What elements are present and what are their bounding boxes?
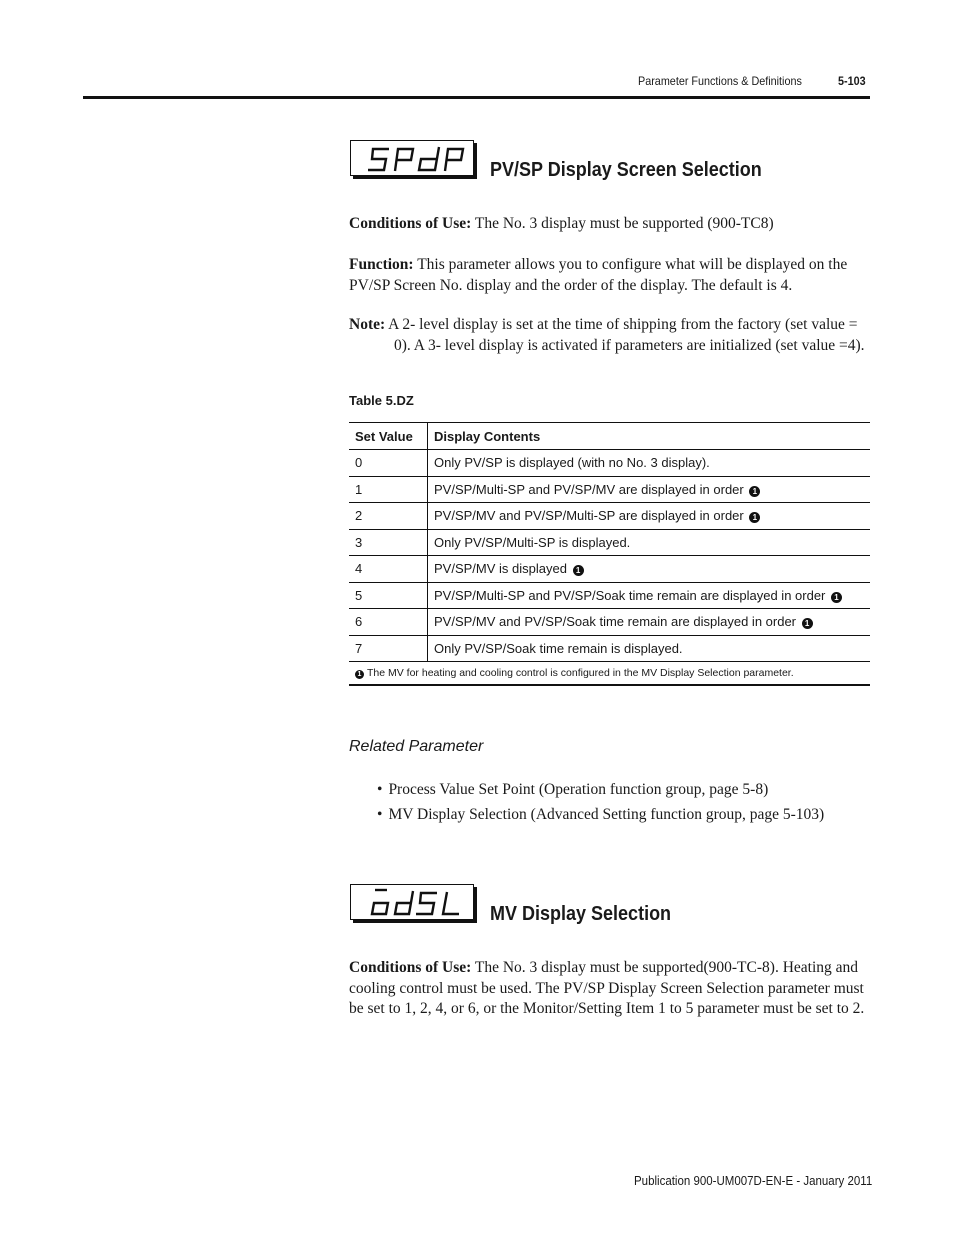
footnote-marker-icon: 1 [831,592,842,603]
set-value-cell: 5 [349,582,428,609]
conditions-paragraph-mv [349,958,871,1020]
function-text: This parameter allows you to configure what will be displayed on the PV/SP Screen No. display and the order of the display. The default is 4. [349,256,848,294]
display-contents-cell [428,609,871,636]
display-contents-text: Only PV/SP/Soak time remain is displayed. [434,640,683,656]
function-paragraph [349,255,871,296]
footnote-marker-icon: 1 [749,486,760,497]
lcd-display-spdp [350,140,474,176]
conditions-text: The No. 3 display must be supported (900-TC8) [471,215,774,232]
display-contents-cell [428,635,871,662]
list-item: • MV Display Selection (Advanced Setting function group, page 5-103) [377,805,824,830]
display-contents-text: PV/SP/MV and PV/SP/Multi-SP are displayed in order [434,508,744,524]
set-value-cell: 1 [349,476,428,503]
table-row [349,503,870,530]
display-contents-cell [428,503,871,530]
set-value-cell: 2 [349,503,428,530]
display-contents-text: Only PV/SP is displayed (with no No. 3 display). [434,455,710,471]
function-label: Function: [349,256,414,273]
running-header-title: Parameter Functions & Definitions [638,74,802,88]
table-row [349,450,870,477]
set-value-cell: 4 [349,556,428,583]
list-item: • Process Value Set Point (Operation function group, page 5-8) [377,780,824,805]
section-title-mv: MV Display Selection [490,903,672,925]
set-value-cell: 6 [349,609,428,636]
related-parameter-heading: Related Parameter [349,738,484,755]
footnote-marker-icon: 1 [355,670,364,679]
publication-footer: Publication 900-UM007D-EN-E - January 2011 [634,1174,873,1188]
display-contents-text: PV/SP/Multi-SP and PV/SP/Soak time remain are displayed in order [434,587,826,603]
display-contents-text: PV/SP/Multi-SP and PV/SP/MV are displayed in order [434,481,744,497]
footnote-marker-icon: 1 [573,565,584,576]
display-contents-cell [428,450,871,477]
set-value-cell: 7 [349,635,428,662]
table-row [349,635,870,662]
footnote-marker-icon: 1 [749,512,760,523]
display-contents-text: PV/SP/MV and PV/SP/Soak time remain are displayed in order [434,614,797,630]
display-contents-cell [428,556,871,583]
table-footnote [349,662,870,686]
display-contents-cell [428,582,871,609]
display-contents-table [349,422,870,686]
table-footnote-row [349,662,870,686]
lcd-display-odsl [350,884,474,920]
conditions-label: Conditions of Use: [349,215,472,232]
table-row [349,556,870,583]
set-value-cell: 3 [349,529,428,556]
note-label: Note: [349,316,386,333]
column-header-set-value: Set Value [349,423,428,450]
conditions-text: The No. 3 display must be supported(900-TC-8). Heating and cooling control must be used. The PV/SP Display Screen Selection parameter must be set to 1, 2, 4, or 6, or the Monitor/Setting Item 1 to 5 parameter must be set to 2. [349,959,865,1017]
section-title-pvsp: PV/SP Display Screen Selection [490,159,762,181]
display-contents-text: Only PV/SP/Multi-SP is displayed. [434,534,631,550]
table-caption: Table 5.DZ [349,393,414,408]
footnote-marker-icon: 1 [802,618,813,629]
note-text: A 2- level display is set at the time of shipping from the factory (set value = 0). A 3- level display is activated if parameters are initialized (set value =4). [385,316,865,354]
page-number: 5-103 [838,74,866,88]
set-value-cell: 0 [349,450,428,477]
table-row [349,476,870,503]
table-row [349,609,870,636]
conditions-label: Conditions of Use: [349,959,472,976]
display-contents-cell [428,476,871,503]
table-footnote-text: The MV for heating and cooling control is configured in the MV Display Selection parameter. [367,667,794,679]
related-parameter-list [377,780,824,830]
note-paragraph [349,315,871,356]
header-rule [83,96,870,99]
table-row [349,582,870,609]
display-contents-cell [428,529,871,556]
display-contents-text: PV/SP/MV is displayed [434,561,567,577]
table-row [349,529,870,556]
column-header-display-contents: Display Contents [428,423,871,450]
conditions-paragraph [349,214,871,235]
